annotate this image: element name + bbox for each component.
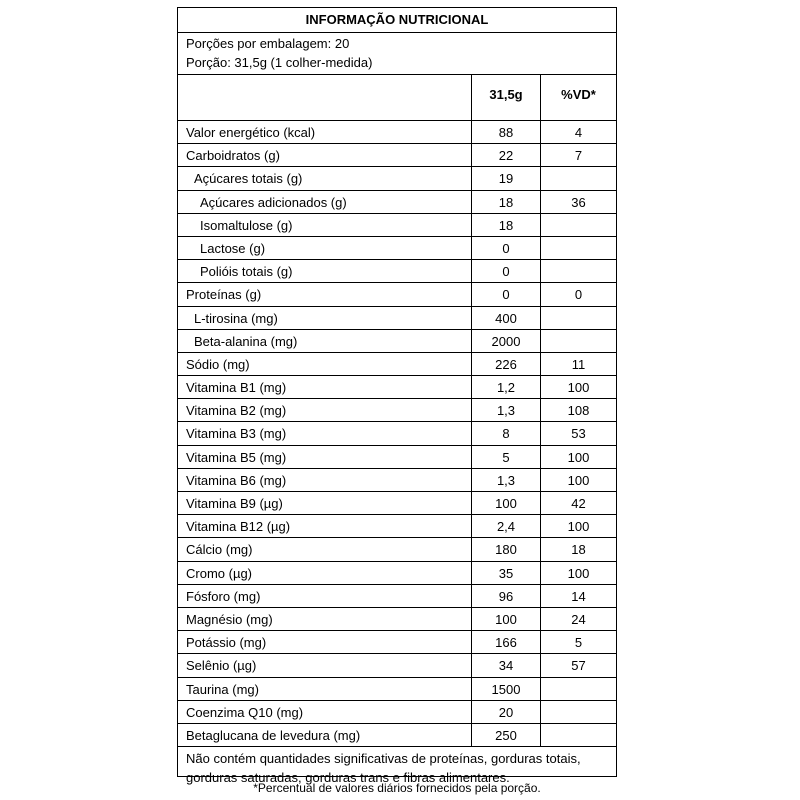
- nutrient-amount: 250: [471, 724, 540, 746]
- nutrient-name: Selênio (µg): [186, 658, 257, 674]
- nutrient-name: Vitamina B12 (µg): [186, 519, 291, 535]
- nutrient-daily-value: [540, 701, 616, 723]
- nutrient-name: Taurina (mg): [186, 681, 259, 697]
- table-row: [178, 446, 616, 469]
- nutrient-daily-value: 24: [540, 608, 616, 630]
- daily-value-note: *Percentual de valores diários fornecidos pela porção.: [253, 781, 541, 795]
- table-row: [178, 283, 616, 306]
- serving-info: [178, 33, 616, 75]
- nutrient-daily-value: 11: [540, 353, 616, 375]
- nutrient-amount: 20: [471, 701, 540, 723]
- nutrient-daily-value: [540, 237, 616, 259]
- nutrient-amount: 18: [471, 214, 540, 236]
- nutrient-name: Lactose (g): [200, 240, 266, 256]
- table-row: [178, 399, 616, 422]
- table-row: [178, 330, 616, 353]
- nutrient-amount: 34: [471, 654, 540, 676]
- nutrient-name: Fósforo (mg): [186, 588, 261, 604]
- table-row: [178, 538, 616, 561]
- nutrient-daily-value: 57: [540, 654, 616, 676]
- nutrient-amount: 96: [471, 585, 540, 607]
- header-amount: 31,5g: [471, 75, 540, 120]
- nutrient-amount: 19: [471, 167, 540, 189]
- nutrient-name: Valor energético (kcal): [186, 125, 316, 140]
- table-row: [178, 167, 616, 190]
- nutrient-amount: 22: [471, 144, 540, 166]
- nutrient-amount: 1500: [471, 678, 540, 700]
- nutrient-amount: 226: [471, 353, 540, 375]
- nutrient-name: L-tirosina (mg): [194, 310, 278, 326]
- table-row: [178, 469, 616, 492]
- table-row: [178, 144, 616, 167]
- nutrient-name: Betaglucana de levedura (mg): [186, 727, 361, 743]
- nutrient-name: Vitamina B6 (mg): [186, 472, 287, 488]
- header-daily-value: %VD*: [540, 75, 616, 120]
- nutrient-amount: 0: [471, 260, 540, 282]
- nutrient-name: Vitamina B2 (mg): [186, 403, 287, 419]
- table-row: [178, 701, 616, 724]
- nutrient-daily-value: 14: [540, 585, 616, 607]
- serving-size: Porção: 31,5g (1 colher-medida): [186, 55, 373, 70]
- nutrient-daily-value: 100: [540, 562, 616, 584]
- nutrient-daily-value: 7: [540, 144, 616, 166]
- nutrient-daily-value: 108: [540, 399, 616, 421]
- servings-per-package: Porções por embalagem: 20: [186, 36, 350, 51]
- nutrient-name: Açúcares totais (g): [194, 171, 303, 187]
- nutrient-name: Magnésio (mg): [186, 611, 273, 627]
- nutrient-daily-value: 0: [540, 283, 616, 305]
- table-row: [178, 585, 616, 608]
- nutrient-name: Vitamina B3 (mg): [186, 426, 287, 442]
- nutrient-daily-value: 5: [540, 631, 616, 653]
- table-row: [178, 654, 616, 677]
- nutrient-daily-value: 100: [540, 446, 616, 468]
- nutrient-daily-value: 18: [540, 538, 616, 560]
- nutrient-amount: 1,3: [471, 399, 540, 421]
- nutrient-name: Vitamina B1 (mg): [186, 380, 287, 396]
- nutrient-amount: 8: [471, 422, 540, 444]
- table-row: [178, 678, 616, 701]
- nutrient-name: Açúcares adicionados (g): [200, 194, 347, 210]
- table-row: [178, 515, 616, 538]
- nutrient-name: Coenzima Q10 (mg): [186, 704, 304, 720]
- nutrient-name: Cromo (µg): [186, 565, 252, 581]
- nutrient-daily-value: [540, 214, 616, 236]
- nutrient-daily-value: 42: [540, 492, 616, 514]
- table-row: [178, 631, 616, 654]
- nutrient-name: Potássio (mg): [186, 635, 267, 651]
- nutrient-amount: 100: [471, 608, 540, 630]
- nutrient-amount: 88: [471, 121, 540, 143]
- nutrient-daily-value: 100: [540, 515, 616, 537]
- header-empty-cell: [178, 75, 471, 120]
- table-footer-note: Não contém quantidades significativas de proteínas, gorduras totais, gorduras saturadas, gorduras trans e fibras alimentares.: [186, 751, 581, 786]
- nutrient-daily-value: 36: [540, 191, 616, 213]
- nutrient-amount: 18: [471, 191, 540, 213]
- nutrient-daily-value: [540, 260, 616, 282]
- nutrient-name: Proteínas (g): [186, 287, 262, 303]
- nutrient-daily-value: [540, 167, 616, 189]
- nutrient-amount: 0: [471, 283, 540, 305]
- column-header-row: [178, 75, 616, 121]
- table-title: INFORMAÇÃO NUTRICIONAL: [178, 8, 616, 33]
- table-row: [178, 422, 616, 445]
- nutrient-amount: 100: [471, 492, 540, 514]
- nutrient-name: Vitamina B5 (mg): [186, 449, 287, 465]
- table-row: [178, 191, 616, 214]
- nutrient-name: Carboidratos (g): [186, 148, 280, 164]
- nutrient-rows: [178, 121, 616, 747]
- nutrient-name: Beta-alanina (mg): [194, 333, 298, 349]
- nutrient-daily-value: [540, 678, 616, 700]
- nutrient-amount: 180: [471, 538, 540, 560]
- nutrient-daily-value: [540, 724, 616, 746]
- nutrient-amount: 1,3: [471, 469, 540, 491]
- table-row: [178, 608, 616, 631]
- table-row: [178, 724, 616, 747]
- nutrient-amount: 1,2: [471, 376, 540, 398]
- nutrient-name: Cálcio (mg): [186, 542, 253, 558]
- table-row: [178, 492, 616, 515]
- table-row: [178, 307, 616, 330]
- nutrient-name: Isomaltulose (g): [200, 217, 293, 233]
- nutrient-daily-value: 100: [540, 469, 616, 491]
- table-row: [178, 376, 616, 399]
- nutrient-daily-value: 100: [540, 376, 616, 398]
- table-row: [178, 214, 616, 237]
- table-row: [178, 562, 616, 585]
- nutrient-amount: 166: [471, 631, 540, 653]
- nutrient-amount: 35: [471, 562, 540, 584]
- table-row: [178, 260, 616, 283]
- table-row: [178, 353, 616, 376]
- nutrition-facts-table: [177, 7, 617, 786]
- nutrient-amount: 2000: [471, 330, 540, 352]
- table-row: [178, 237, 616, 260]
- nutrient-name: Sódio (mg): [186, 356, 250, 372]
- nutrient-name: Polióis totais (g): [200, 264, 293, 280]
- nutrient-amount: 0: [471, 237, 540, 259]
- nutrient-daily-value: [540, 330, 616, 352]
- nutrient-amount: 400: [471, 307, 540, 329]
- nutrient-daily-value: [540, 307, 616, 329]
- nutrient-daily-value: 53: [540, 422, 616, 444]
- table-row: [178, 121, 616, 144]
- nutrient-amount: 2,4: [471, 515, 540, 537]
- nutrient-name: Vitamina B9 (µg): [186, 496, 283, 511]
- nutrient-daily-value: 4: [540, 121, 616, 143]
- nutrient-amount: 5: [471, 446, 540, 468]
